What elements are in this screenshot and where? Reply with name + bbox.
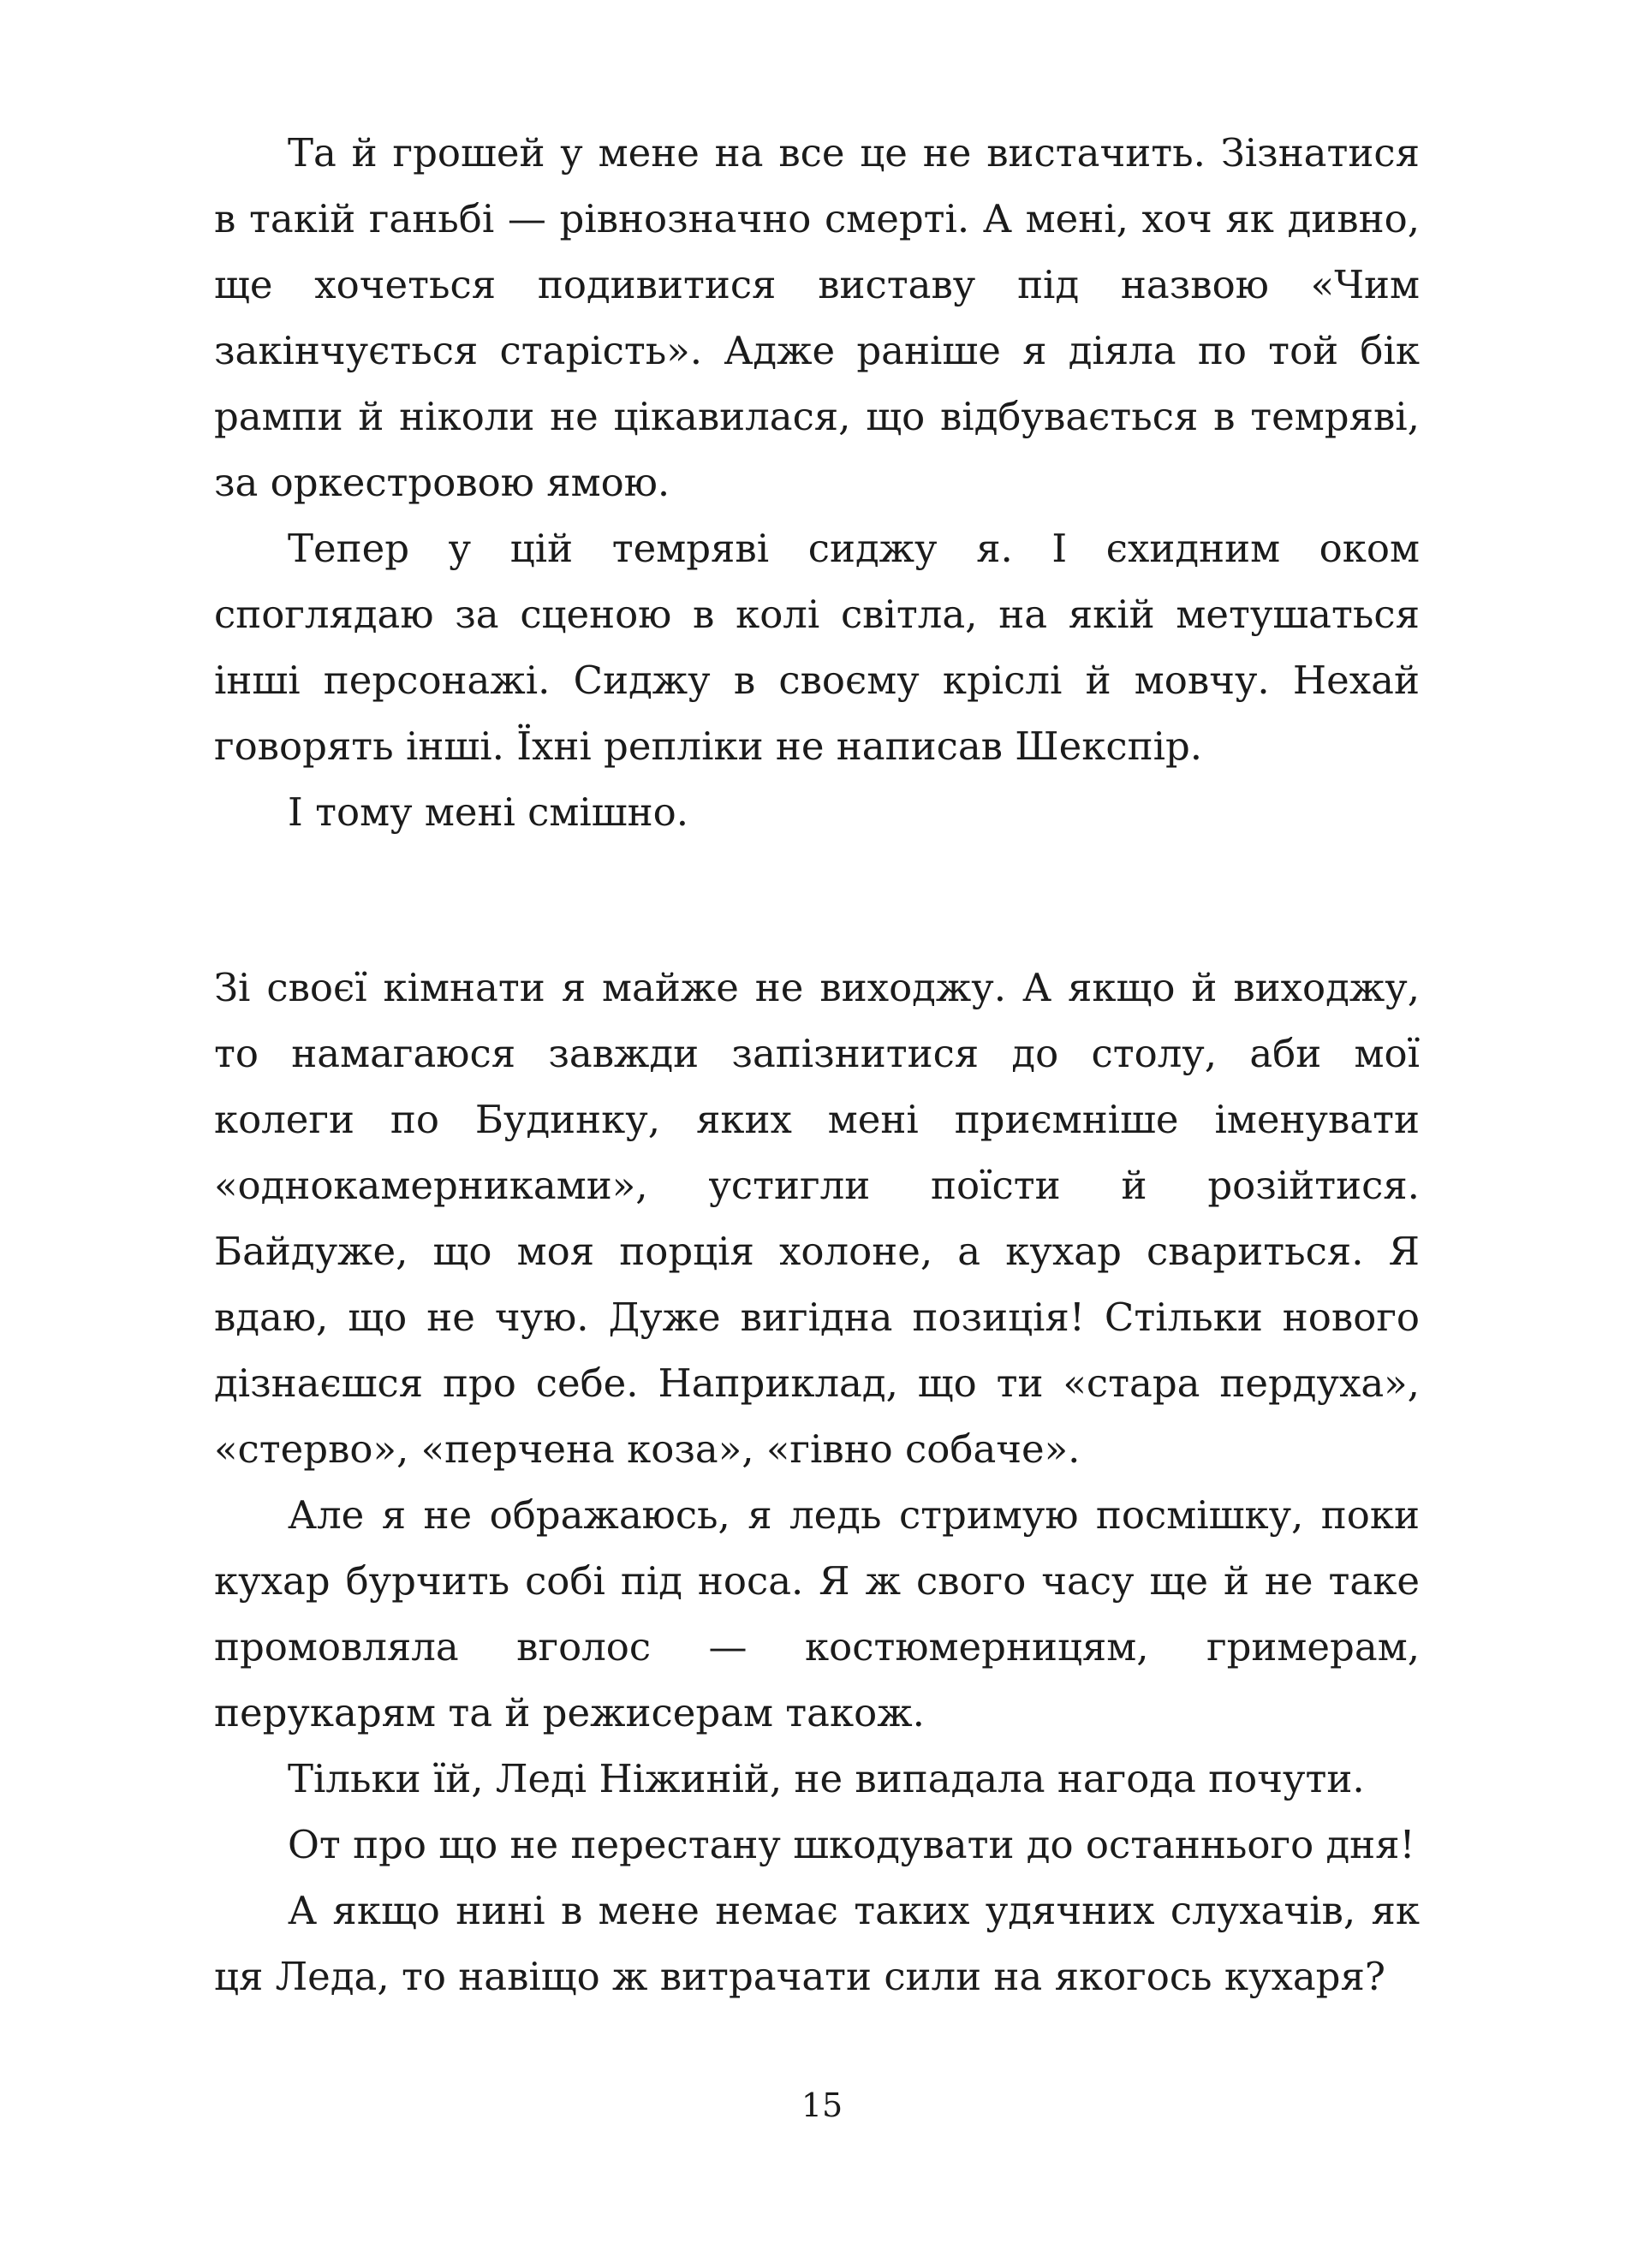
paragraph: Тільки їй, Леді Ніжиній, не випадала нагода почути. [288, 1756, 1365, 1801]
text-block [214, 120, 1420, 2009]
paragraph: Тепер у цій темряві сиджу я. І єхидним оком споглядаю за сценою в колі світла, на якій метушаться інші персонажі. Сиджу в своєму кріслі й мовчу. Нехай говорять інші. Їхні репліки не написав Шекспір. [214, 526, 1420, 769]
paragraph: Та й грошей у мене на все це не вистачить. Зізнатися в такій ганьбі — рівнозначно смерті. А мені, хоч як дивно, ще хочеться подивитися виставу під назвою «Чим закінчується старість». Адже раніше я діяла по той бік рампи й ніколи не цікавилася, що відбувається в темряві, за оркестровою ямою. [214, 130, 1420, 505]
paragraph: Але я не ображаюсь, я ледь стримую посмішку, поки кухар бурчить собі під носа. Я ж свого часу ще й не таке промовляла вголос — костюмерницям, гримерам, перукарям та й режисерам також. [214, 1492, 1420, 1735]
paragraph: І тому мені смішно. [288, 789, 688, 835]
paragraph: От про що не перестану шкодувати до останнього дня! [288, 1822, 1415, 1867]
page-number: 15 [801, 2086, 843, 2124]
paragraph: А якщо нині в мене немає таких удячних слухачів, як ця Леда, то навіщо ж витрачати сили на якогось кухаря? [214, 1888, 1420, 1999]
paragraph: Зі своєї кімнати я майже не виходжу. А якщо й виходжу, то намагаюся завжди запізнитися до столу, аби мої колеги по Будинку, яких мені приємніше іменувати «однокамерниками», устигли поїсти й розійтися. Байдуже, що моя порція холоне, а кухар свариться. Я вдаю, що не чую. Дуже вигідна позиція! Стільки нового дізнаєшся про себе. Наприклад, що ти «стара пердуха», «стерво», «перчена коза», «гівно собаче». [214, 965, 1420, 1472]
